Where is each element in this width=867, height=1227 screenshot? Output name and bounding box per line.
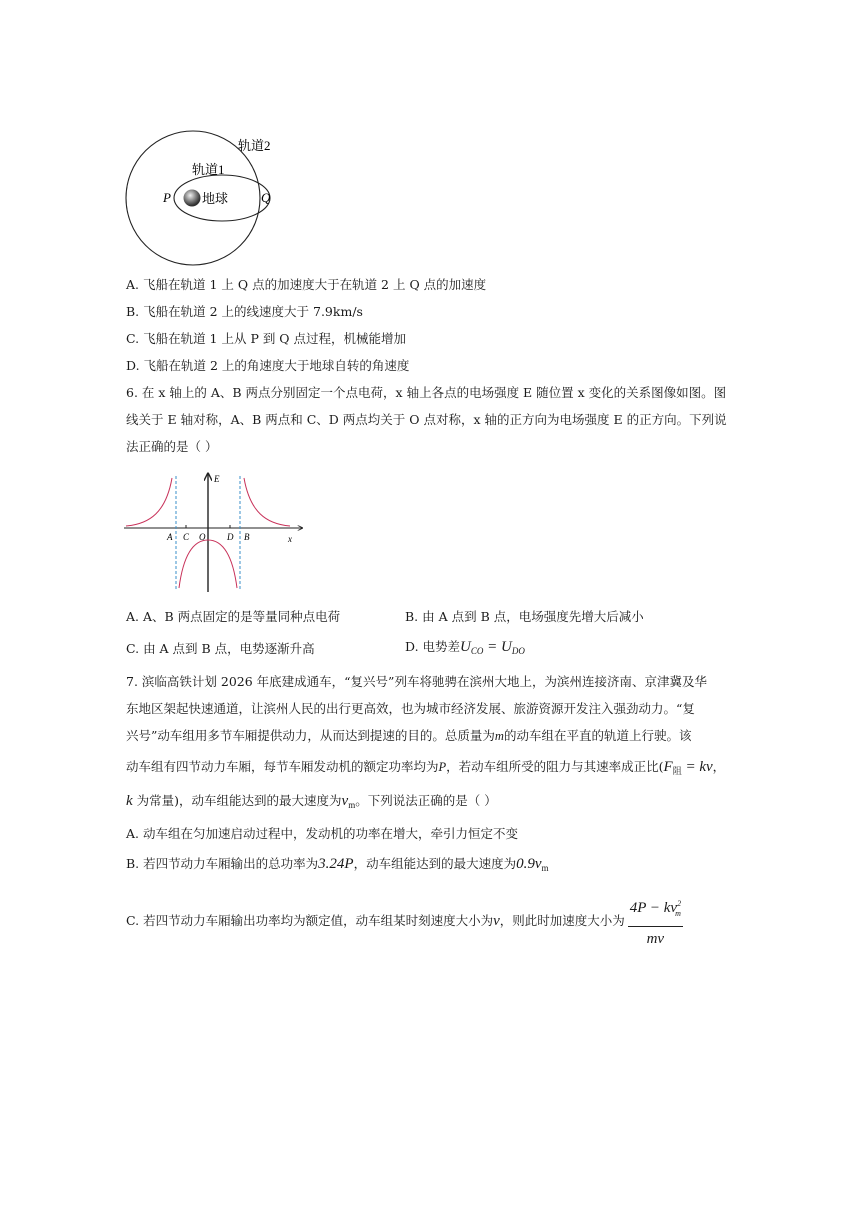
- point-b-label: B: [244, 532, 250, 542]
- q7-option-c-text2: ，则此时加速度大小为: [499, 913, 625, 928]
- point-a-label: A: [167, 532, 173, 542]
- q7-line3-b: 的动车组在平直的轨道上行驶。该: [503, 728, 692, 743]
- q7-line4-c: ，: [712, 759, 726, 774]
- reduced-max-speed: $0.9v_m$: [516, 856, 549, 873]
- point-o-label: O: [199, 532, 206, 542]
- reduced-speed-text: 0.9v: [516, 856, 542, 872]
- point-c-label: C: [183, 532, 190, 542]
- q7-option-c-text: C. 若四节动力车厢输出功率均为额定值，动车组某时刻速度大小为: [126, 913, 494, 928]
- q7-stem-line-4: [126, 758, 725, 780]
- q5-option-c: C. 飞船在轨道 1 上从 P 到 Q 点过程，机械能增加: [126, 331, 407, 346]
- total-power-value: 3.24P: [318, 856, 354, 872]
- q7-stem-line-2: 东地区架起快速通道，让滨州人民的出行更高效，也为城市经济发展、旅游资源开发注入强劲动力。“复: [126, 701, 695, 716]
- q6-option-d-text: D. 电势差: [405, 639, 461, 654]
- fraction-numerator: $4P - kv^2_m$: [628, 893, 683, 927]
- q7-line3-a: 兴号”动车组用多节车厢提供动力，从而达到提速的目的。总质量为: [126, 728, 495, 743]
- field-strength-graph: [124, 468, 309, 596]
- q7-line4-b: ，若动车组所受的阻力与其速率成正比(: [446, 759, 664, 774]
- power-symbol: P: [438, 760, 447, 774]
- q7-option-c: [126, 893, 683, 950]
- q7-stem-line-1: 7. 滨临高铁计划 2026 年底建成通车，“复兴号”列车将驰骋在滨州大地上，为滨州连接济南、京津冀及华: [126, 674, 707, 689]
- point-p-label: P: [163, 190, 171, 205]
- orbit-2-label: 轨道2: [238, 138, 271, 153]
- q7-option-a: A. 动车组在匀加速启动过程中，发动机的功率在增大，牵引力恒定不变: [126, 826, 518, 841]
- x-axis-label: x: [288, 534, 292, 544]
- q5-option-a: A. 飞船在轨道 1 上 Q 点的加速度大于在轨道 2 上 Q 点的加速度: [126, 277, 487, 292]
- fraction-denominator: mv: [646, 931, 665, 947]
- q7-line4-a: 动车组有四节动力车厢，每节车厢发动机的额定功率均为: [126, 759, 439, 774]
- acceleration-fraction: [628, 893, 683, 950]
- k-symbol: k: [126, 793, 133, 809]
- q7-option-b-b: ，动车组能达到的最大速度为: [353, 856, 517, 871]
- q6-option-a: A. A、B 两点固定的是等量同种点电荷: [126, 609, 341, 624]
- e-axis-label: E: [214, 474, 220, 484]
- q6-stem-line-3: 法正确的是（ ）: [126, 439, 218, 454]
- q6-stem-line-1: 6. 在 x 轴上的 A、B 两点分别固定一个点电荷，x 轴上各点的电场强度 E 随位置 x 变化的关系图像如图。图: [126, 385, 727, 400]
- q7-stem-line-5: [126, 792, 497, 814]
- q6-option-d: [405, 638, 525, 660]
- q5-option-b: B. 飞船在轨道 2 上的线速度大于 7.9km/s: [126, 304, 363, 319]
- vm-letter: v: [341, 793, 349, 809]
- q7-option-b-a: B. 若四节动力车厢输出的总功率为: [126, 856, 319, 871]
- curve-left-outer: [126, 478, 172, 526]
- q6-stem-line-2: 线关于 E 轴对称，A、B 两点和 C、D 两点均关于 O 点对称，x 轴的正方向为电场强度 E 的正方向。下列说: [126, 412, 727, 427]
- q7-stem-line-3: [126, 727, 691, 745]
- q7-option-b: [126, 855, 549, 877]
- point-d-label: D: [227, 532, 234, 542]
- q7-line5-a: 为常量)，动车组能达到的最大速度为: [132, 793, 342, 808]
- point-q-label: Q: [261, 190, 271, 205]
- q6-option-c: C. 由 A 点到 B 点，电势逐渐升高: [126, 641, 315, 656]
- max-speed-symbol: $v_m$: [341, 793, 356, 810]
- earth-sphere: [184, 190, 201, 207]
- formula-render: $U_{CO} = U_{DO}$: [460, 639, 525, 656]
- q5-option-d: D. 飞船在轨道 2 上的角速度大于地球自转的角速度: [126, 358, 410, 373]
- earth-label: 地球: [202, 191, 229, 206]
- mass-symbol: m: [494, 729, 504, 743]
- orbit-diagram: [118, 126, 288, 266]
- curve-right-outer: [244, 478, 290, 526]
- drag-formula: $F_阻$ = kv: [663, 759, 713, 776]
- q7-line5-b: 。下列说法正确的是（ ）: [355, 793, 497, 808]
- speed-symbol: v: [493, 913, 500, 929]
- q6-option-b: B. 由 A 点到 B 点，电场强度先增大后减小: [405, 609, 644, 624]
- orbit-1-label: 轨道1: [192, 162, 225, 177]
